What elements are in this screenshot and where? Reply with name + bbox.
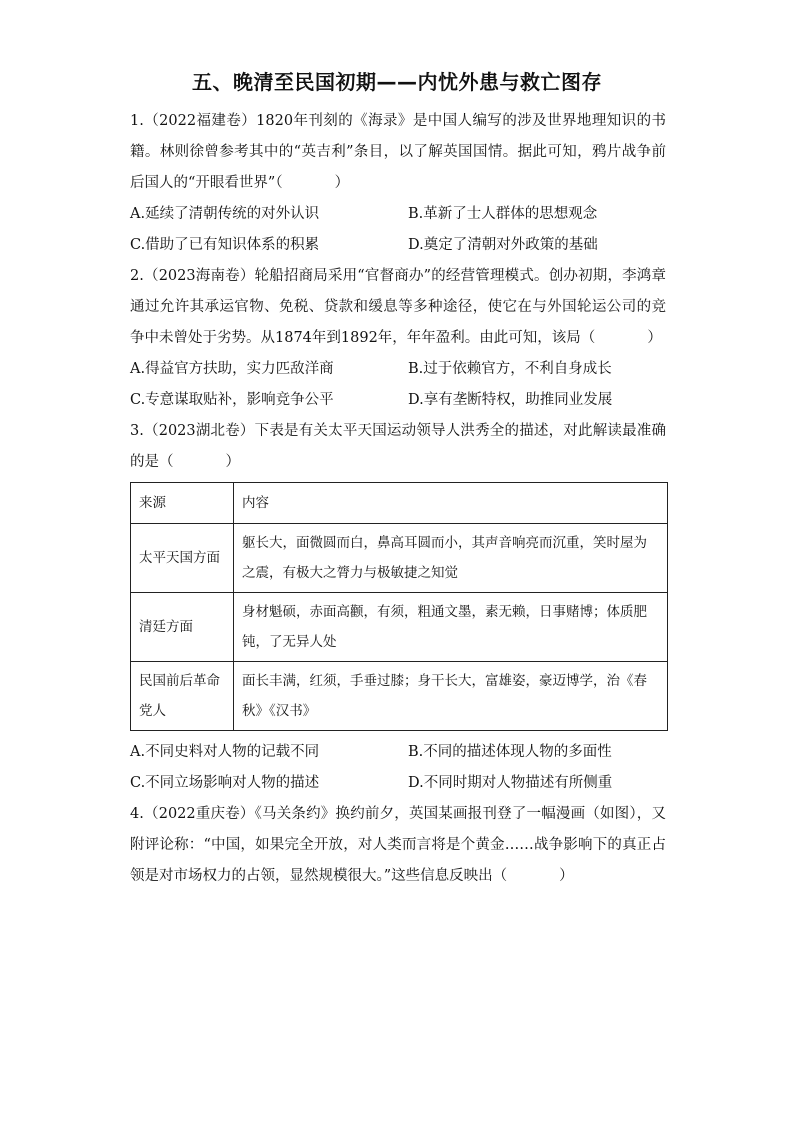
options-grid [130,354,666,416]
table-cell-content: 躯长大，面微圆而白，鼻高耳圆而小，其声音响亮而沉重，笑时屋为之震，有极大之膂力与极敏捷之知觉 [234,524,668,593]
table-row [131,593,668,662]
option-c: C.不同立场影响对人物的描述 [130,775,320,791]
table-row [131,662,668,731]
question-3-close: ） [225,454,240,470]
option-d: D.奠定了清朝对外政策的基础 [408,237,598,253]
question-3 [130,416,666,799]
options-grid [130,199,666,261]
table-row [131,524,668,593]
table-cell-source: 民国前后革命党人 [131,662,234,731]
question-4-stem: 4.（2022重庆卷）《马关条约》换约前夕，英国某画报刊登了一幅漫画（如图），又附评论称：“中国，如果完全开放，对人类而言将是个黄金……战争影响下的真正占领是对市场权力的占领，显然规模很大。”这些信息反映出（ [130,806,666,884]
option-c: C.借助了已有知识体系的积累 [130,237,320,253]
option-d: D.不同时期对人物描述有所侧重 [408,775,613,791]
table-cell-content: 身材魁硕，赤面高颧，有须，粗通文墨，素无赖，日事赌博；体质肥钝，了无异人处 [234,593,668,662]
question-1-stem: 1.（2022福建卷）1820年刊刻的《海录》是中国人编写的涉及世界地理知识的书籍。林则徐曾参考其中的“英吉利”条目，以了解英国国情。据此可知，鸦片战争前后国人的“开眼看世界”（ [130,113,666,191]
question-2-stem: 2.（2023海南卷）轮船招商局采用“官督商办”的经营管理模式。创办初期，李鸿章通过允许其承运官物、免税、贷款和缓息等多种途径，使它在与外国轮运公司的竞争中未曾处于劣势。从1874年到1892年，年年盈利。由此可知，该局（ [130,268,666,346]
option-b: B.过于依赖官方，不利自身成长 [408,361,612,377]
option-a: A.延续了清朝传统的对外认识 [130,206,320,222]
option-b: B.革新了士人群体的思想观念 [408,206,598,222]
table-header-source: 来源 [131,483,234,524]
table-cell-source: 清廷方面 [131,593,234,662]
table-header-row [131,483,668,524]
question-1-close: ） [334,175,350,191]
question-4 [130,799,666,892]
source-table [130,482,668,731]
page-title: 五、晚清至民国初期——内忧外患与救亡图存 [192,70,602,94]
option-a: A.得益官方扶助，实力匹敌洋商 [130,361,334,377]
question-1 [130,106,666,261]
option-d: D.享有垄断特权，助推同业发展 [408,392,613,408]
question-2-close: ） [647,330,662,346]
question-3-stem: 3.（2023湖北卷）下表是有关太平天国运动领导人洪秀全的描述，对此解读最准确的是（ [130,423,666,470]
table-cell-source: 太平天国方面 [131,524,234,593]
option-c: C.专意谋取贴补，影响竞争公平 [130,392,334,408]
option-b: B.不同的描述体现人物的多面性 [408,744,612,760]
question-content [130,106,666,892]
option-a: A.不同史料对人物的记载不同 [130,744,320,760]
question-2 [130,261,666,416]
table-header-content: 内容 [234,483,668,524]
table-cell-content: 面长丰满，红须，手垂过膝；身干长大，富雄姿，豪迈博学，治《春秋》《汉书》 [234,662,668,731]
question-4-close: ） [559,868,574,884]
options-grid [130,737,666,799]
